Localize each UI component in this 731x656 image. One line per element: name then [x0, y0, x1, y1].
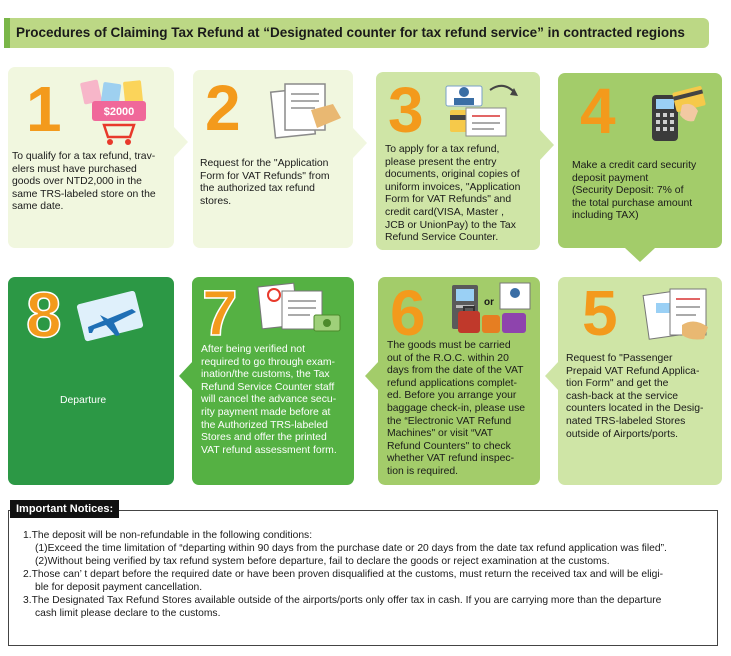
- step-8-description: [60, 395, 170, 408]
- step-6-line: The goods must be carried: [387, 340, 511, 351]
- step-6-line: out of the R.O.C. within 20: [387, 352, 509, 364]
- step-7-number: 7: [202, 277, 238, 349]
- step-8-line: Departure: [60, 395, 107, 406]
- page-title: Procedures of Claiming Tax Refund at “Designated counter for tax refund service” in contracted regions: [16, 25, 685, 40]
- step-3-line: documents, original copies of: [385, 169, 520, 181]
- step-3-line: Form for VAT Refunds" and: [385, 194, 512, 206]
- step-7-line: required to go through exam-: [201, 356, 336, 368]
- step-6-box: [378, 277, 540, 485]
- step-1-line: same date.: [12, 201, 64, 213]
- notice-line: ble for deposit payment cancellation.: [35, 582, 203, 593]
- step-5-line: Prepaid VAT Refund Applica-: [566, 365, 700, 377]
- notice-line: (1)Exceed the time limitation of “departing within 90 days from the purchase date or 20 days from the date tax refund application was filed”.: [35, 543, 667, 554]
- title-bar: [4, 18, 709, 48]
- arrow-2-to-3: [353, 128, 367, 158]
- step-6-line: Machines" or visit “VAT: [387, 428, 494, 440]
- step-2-line: the authorized tax refund: [200, 183, 315, 195]
- step-4-box: [558, 73, 722, 248]
- step-7-line: Stores and offer the printed: [201, 432, 327, 444]
- step-5-line: outside of Airports/ports.: [566, 428, 679, 440]
- shopping-cart-coupon-icon: [74, 79, 164, 149]
- card-terminal-icon: [638, 81, 710, 147]
- step-1-box: [8, 67, 174, 248]
- step-6-line: tion is required.: [387, 465, 459, 477]
- notices-heading: Important Notices:: [10, 500, 119, 518]
- step-4-line: including TAX): [572, 210, 639, 222]
- step-3-box: [376, 72, 540, 250]
- arrow-4-to-5: [625, 248, 655, 262]
- step-7-description: [201, 344, 347, 457]
- arrow-3-to-4: [540, 130, 554, 160]
- step-3-line: To apply for a tax refund,: [385, 144, 500, 155]
- notice-line: 3.The Designated Tax Refund Stores available outside of the airports/ports only offer tax in cash. If you are carrying more than the departure: [23, 595, 662, 606]
- step-4-number: 4: [580, 75, 616, 147]
- step-6-line: ed. Before you arrange your: [387, 390, 517, 402]
- step-7-line: the Authorized TRS-labeled: [201, 419, 328, 431]
- step-4-line: Make a credit card security: [572, 160, 697, 171]
- step-2-number: 2: [205, 72, 241, 144]
- step-1-line: elers must have purchased: [12, 163, 137, 175]
- step-1-line: goods over NTD2,000 in the: [12, 176, 142, 188]
- step-7-line: Refund Service Counter staff: [201, 381, 335, 393]
- arrow-1-to-2: [174, 127, 188, 157]
- step-6-number: 6: [390, 277, 426, 349]
- step-1-number: 1: [26, 73, 62, 145]
- step-5-description: [566, 353, 714, 441]
- passport-credit-card-icon: [436, 78, 536, 140]
- step-6-line: baggage check-in, please use: [387, 402, 526, 414]
- step-3-description: [385, 144, 533, 245]
- baggage-kiosk-icon: [448, 281, 534, 337]
- application-form-icon: [265, 80, 345, 142]
- prepaid-refund-form-icon: [642, 285, 716, 345]
- step-6-line: refund applications complet-: [387, 377, 517, 389]
- step-5-line: cash-back at the service: [566, 390, 679, 402]
- step-3-number: 3: [388, 74, 424, 146]
- step-2-line: Form for VAT Refunds" from: [200, 170, 330, 182]
- step-2-line: Request for the "Application: [200, 158, 329, 169]
- step-6-line: the “Electronic VAT Refund: [387, 415, 512, 427]
- arrow-7-to-8: [179, 361, 193, 391]
- refund-form-cash-icon: [252, 281, 348, 337]
- notice-line: 2.Those can’ t depart before the required date or have been proven disqualified at the customs, must return the received tax and will be eligi-: [23, 569, 664, 580]
- step-5-box: [558, 277, 722, 485]
- step-2-box: [193, 70, 353, 248]
- step-3-line: credit card(VISA, Master ,: [385, 206, 504, 218]
- step-5-number: 5: [582, 277, 618, 349]
- title-stripe: [4, 18, 10, 48]
- step-7-box: [192, 277, 354, 485]
- step-4-line: deposit payment: [572, 172, 649, 184]
- step-4-line: the total purchase amount: [572, 197, 693, 209]
- arrow-5-to-6: [545, 361, 559, 391]
- step-7-line: rity payment made before at: [201, 406, 331, 418]
- step-8-number: 8: [26, 279, 62, 351]
- step-5-line: Request fo "Passenger: [566, 353, 673, 364]
- step-2-line: stores.: [200, 195, 232, 207]
- step-7-line: VAT refund assessment form.: [201, 444, 337, 456]
- step-3-line: uniform invoices, "Application: [385, 181, 521, 193]
- step-4-line: (Security Deposit: 7% of: [572, 185, 684, 197]
- step-7-line: After being verified not: [201, 344, 305, 355]
- arrow-6-to-7: [365, 361, 379, 391]
- step-5-line: counters located in the Desig-: [566, 403, 704, 415]
- or-label: or: [484, 297, 494, 308]
- step-1-line: To qualify for a tax refund, trav-: [12, 151, 156, 162]
- step-6-line: days from the date of the VAT: [387, 365, 524, 377]
- price-tag-text: $2000: [103, 106, 135, 118]
- step-5-line: nated TRS-labeled Stores: [566, 415, 686, 427]
- step-3-line: Refund Service Counter.: [385, 232, 499, 244]
- step-7-line: ination/the customs, the Tax: [201, 369, 330, 381]
- notice-line: cash limit please declare to the customs.: [35, 608, 221, 619]
- step-6-description: [387, 340, 533, 479]
- step-6-line: Refund Counters" to check: [387, 440, 511, 452]
- step-2-description: [200, 158, 350, 208]
- step-5-line: tion Form" and get the: [566, 378, 669, 390]
- notice-line: (2)Without being verified by tax refund system before departure, fail to declare the goods or reject examination at the customs.: [35, 556, 610, 567]
- step-4-description: [572, 160, 718, 223]
- step-3-line: JCB or UnionPay) to the Tax: [385, 219, 516, 231]
- airplane-ticket-icon: [74, 291, 148, 343]
- step-3-line: please present the entry: [385, 156, 497, 168]
- step-8-box: [8, 277, 174, 485]
- step-7-line: will cancel the advance secu-: [201, 394, 337, 406]
- notice-line: 1.The deposit will be non-refundable in the following conditions:: [23, 530, 313, 541]
- step-1-line: same TRS-labeled store on the: [12, 188, 156, 200]
- step-1-description: [12, 151, 172, 214]
- step-6-line: whether VAT refund inspec-: [387, 453, 515, 465]
